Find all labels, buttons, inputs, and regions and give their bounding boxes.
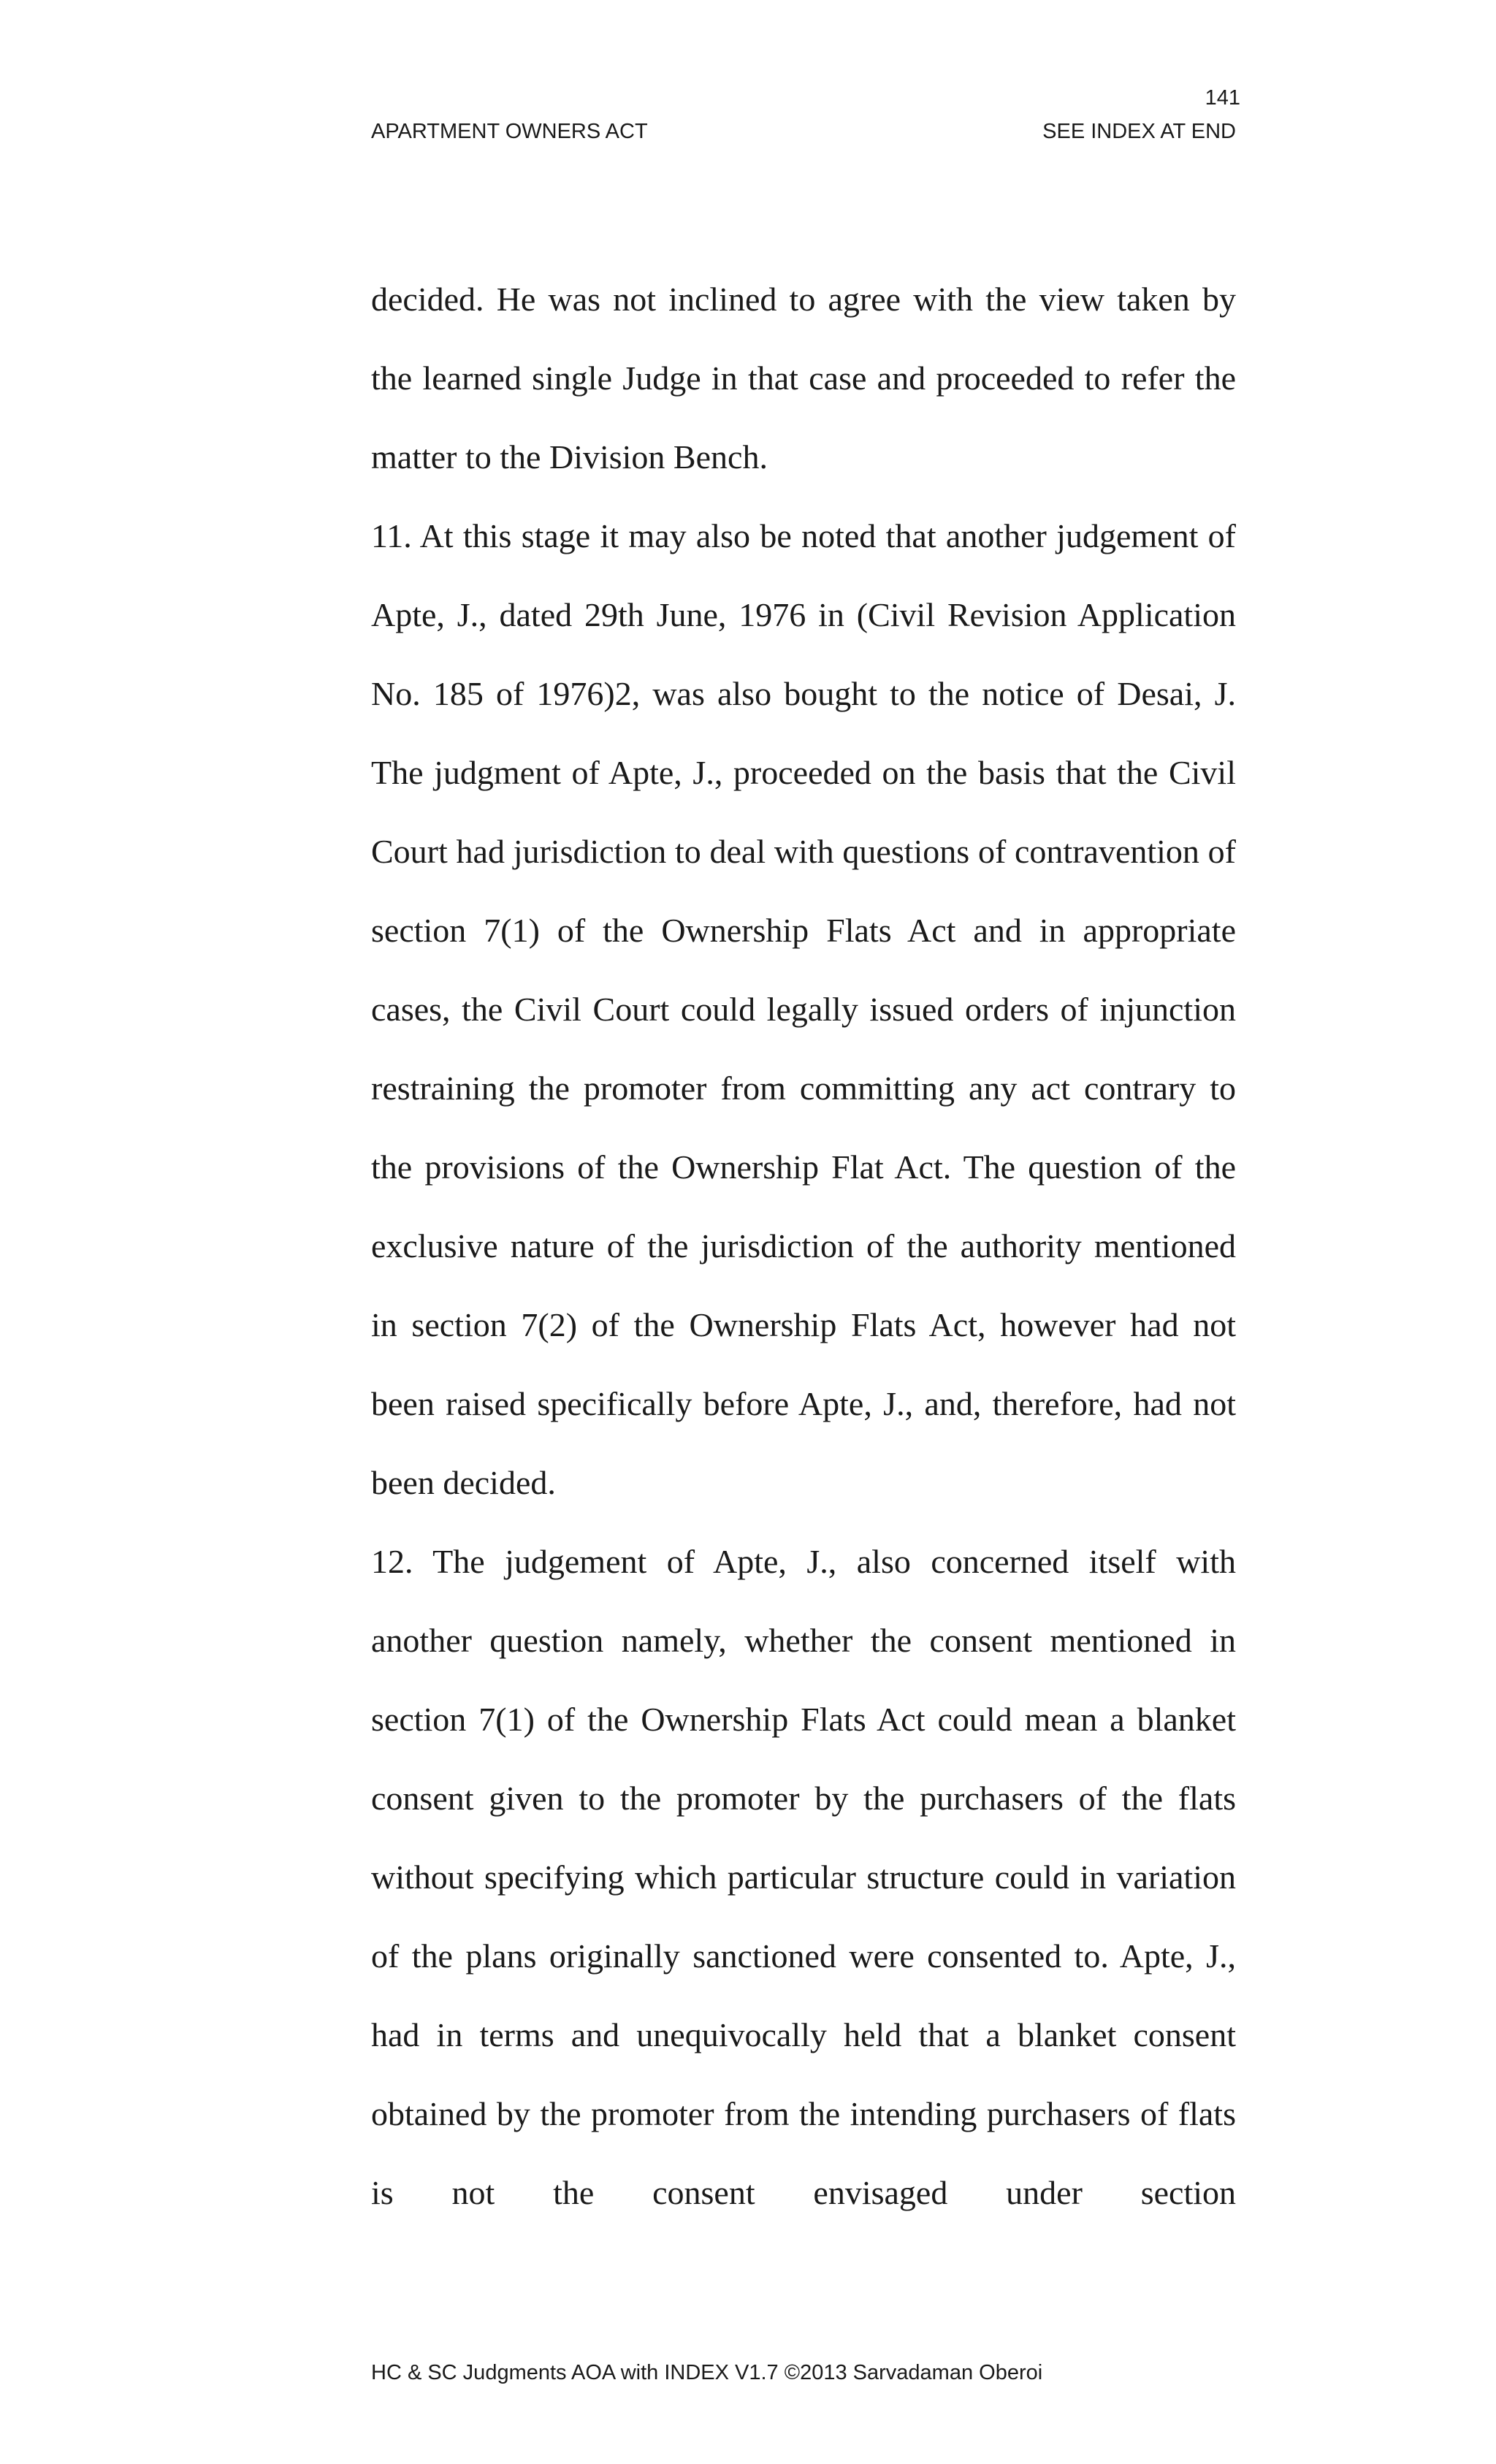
body-paragraph: 12. The judgement of Apte, J., also concerned itself with another question namely, whether the consent mentioned in section 7(1) of the Ownership Flats Act could mean a blanket consent given to the promoter by the purchasers of the flats without specifying which particular structure could in variation of the plans originally sanctioned were consented to. Apte, J., had in terms and unequivocally held that a blanket consent obtained by the promoter from the intending purchasers of flats is not the consent envisaged under section: [371, 1543, 1236, 2211]
header-index-note: SEE INDEX AT END: [1042, 120, 1236, 143]
running-header: [371, 121, 1236, 142]
body-paragraph: 11. At this stage it may also be noted that another judgement of Apte, J., dated 29th June, 1976 in (Civil Revision Application No. 185 of 1976)2, was also bought to the notice of Desai, J. The judgment of Apte, J., proceeded on the basis that the Civil Court had jurisdiction to deal with questions of contravention of section 7(1) of the Ownership Flats Act and in appropriate cases, the Civil Court could legally issued orders of injunction restraining the promoter from committing any act contrary to the provisions of the Ownership Flat Act. The question of the exclusive nature of the jurisdiction of the authority mentioned in section 7(2) of the Ownership Flats Act, however had not been raised specifically before Apte, J., and, therefore, had not been decided.: [371, 517, 1236, 1501]
header-title: APARTMENT OWNERS ACT: [371, 120, 648, 143]
document-body: [371, 260, 1236, 2232]
page-number: 141: [1205, 86, 1240, 110]
body-paragraph: decided. He was not inclined to agree with the view taken by the learned single Judge in that case and proceeded to refer the matter to the Division Bench.: [371, 281, 1236, 476]
running-footer: HC & SC Judgments AOA with INDEX V1.7 ©2013 Sarvadaman Oberoi: [371, 2361, 1043, 2384]
